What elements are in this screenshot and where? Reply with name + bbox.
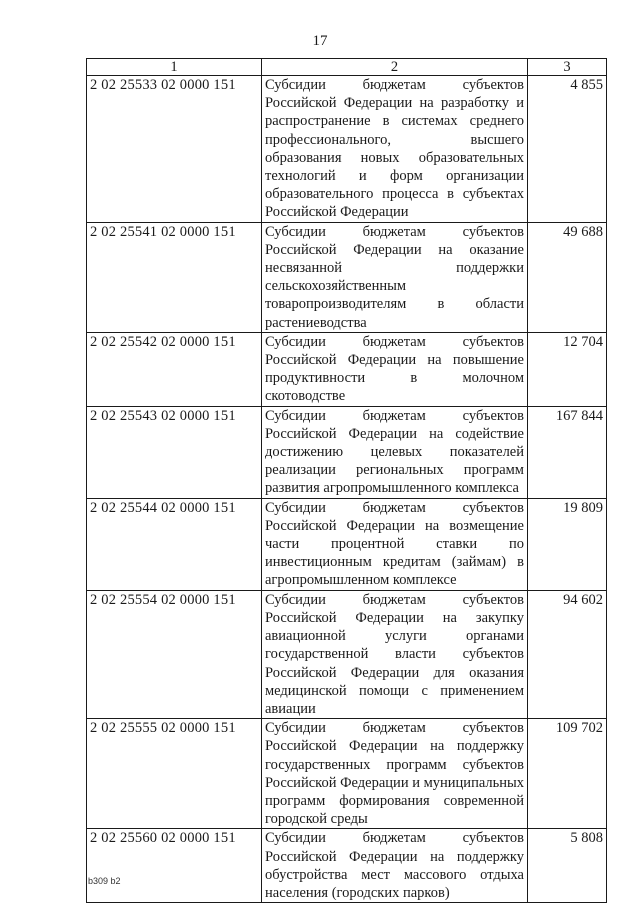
table-row [87,590,607,718]
table-row [87,406,607,498]
budget-code: 2 02 25543 02 0000 151 [87,406,262,498]
page-number: 17 [312,33,328,49]
column-header-amount: 3 [528,59,607,76]
table-row [87,829,607,903]
subsidy-amount: 19 809 [528,498,607,590]
table-row [87,222,607,332]
column-header-code: 1 [87,59,262,76]
subsidy-amount: 109 702 [528,719,607,829]
budget-code: 2 02 25541 02 0000 151 [87,222,262,332]
subsidy-description: Субсидии бюджетам субъектов Российской Федерации на поддержку обустройства мест массового отдыха населения (городских парков) [262,829,528,903]
table-row [87,332,607,406]
budget-code: 2 02 25544 02 0000 151 [87,498,262,590]
subsidy-amount: 12 704 [528,332,607,406]
subsidy-amount: 4 855 [528,76,607,223]
budget-code: 2 02 25554 02 0000 151 [87,590,262,718]
table-row [87,76,607,223]
subsidy-description: Субсидии бюджетам субъектов Российской Федерации на повышение продуктивности в молочном скотоводстве [262,332,528,406]
table-row [87,719,607,829]
budget-table [86,58,607,903]
subsidy-description: Субсидии бюджетам субъектов Российской Федерации на закупку авиационной услуги органами государственной власти субъектов Российской Федерации для оказания медицинской помощи с применением авиации [262,590,528,718]
table-row [87,498,607,590]
document-footer-code: b309 b2 [88,876,121,886]
subsidy-description: Субсидии бюджетам субъектов Российской Федерации на оказание несвязанной поддержки сельскохозяйственным товаропроизводителям в области растениеводства [262,222,528,332]
table-header-row [87,59,607,76]
subsidy-description: Субсидии бюджетам субъектов Российской Федерации на возмещение части процентной ставки по инвестиционным кредитам (займам) в агропромышленном комплексе [262,498,528,590]
subsidy-amount: 5 808 [528,829,607,903]
subsidy-amount: 94 602 [528,590,607,718]
subsidy-description: Субсидии бюджетам субъектов Российской Федерации на поддержку государственных программ субъектов Российской Федерации и муниципальных программ формирования современной городской среды [262,719,528,829]
subsidy-amount: 167 844 [528,406,607,498]
budget-code: 2 02 25533 02 0000 151 [87,76,262,223]
budget-code: 2 02 25555 02 0000 151 [87,719,262,829]
subsidy-amount: 49 688 [528,222,607,332]
subsidy-description: Субсидии бюджетам субъектов Российской Федерации на содействие достижению целевых показателей реализации региональных программ развития агропромышленного комплекса [262,406,528,498]
subsidy-description: Субсидии бюджетам субъектов Российской Федерации на разработку и распространение в системах среднего профессионального, высшего образования новых образовательных технологий и форм организации образовательного процесса в субъектах Российской Федерации [262,76,528,223]
budget-code: 2 02 25542 02 0000 151 [87,332,262,406]
column-header-description: 2 [262,59,528,76]
budget-code: 2 02 25560 02 0000 151 [87,829,262,903]
